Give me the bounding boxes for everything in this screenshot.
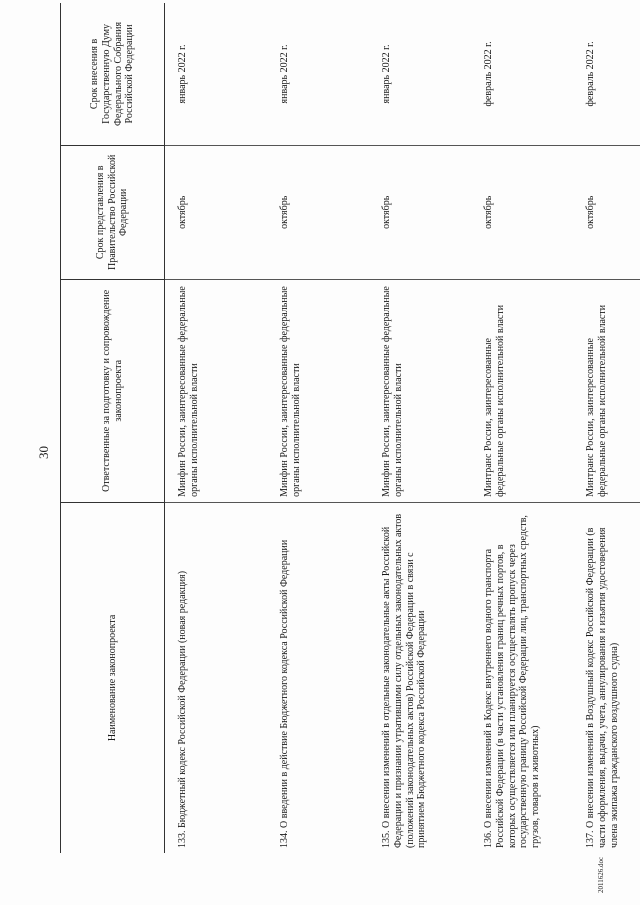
bill-name: О введении в действие Бюджетного кодекса Российской Федерации [279, 539, 290, 828]
bill-name-cell [369, 502, 471, 853]
row-number: 137. [585, 830, 596, 848]
gov-deadline-cell: октябрь [165, 145, 268, 279]
row-number: 136. [483, 830, 494, 848]
page-number: 30 [36, 446, 51, 459]
row-number: 135. [381, 830, 392, 848]
duma-deadline-cell: январь 2022 г. [165, 3, 268, 145]
bill-name: О внесении изменений в Кодекс внутреннего водного транспорта Российской Федерации (в части установления границ речных портов, в которых осуществляется или планируется осуществлять пропуск через государственную границу Российской Федерации лиц, транспортных средств, грузов, товаров и животных) [483, 515, 542, 848]
table-row [165, 3, 268, 853]
duma-deadline-cell: январь 2022 г. [267, 3, 369, 145]
duma-deadline-cell: февраль 2022 г. [471, 3, 573, 145]
bill-name-cell [267, 502, 369, 853]
gov-deadline-cell: октябрь [573, 145, 640, 279]
bill-name: О внесении изменений в Воздушный кодекс Российской Федерации (в части оформления, выдачи, учета, аннулирования и изъятия удостоверения члена экипажа гражданского воздушного судна) [585, 527, 620, 848]
bill-name-cell [165, 502, 268, 853]
row-number: 134. [279, 830, 290, 848]
gov-deadline-cell: октябрь [471, 145, 573, 279]
header-duma-deadline: Срок внесения в Государственную Думу Федерального Собрания Российской Федерации [61, 3, 165, 145]
gov-deadline-cell: октябрь [267, 145, 369, 279]
header-responsible: Ответственные за подготовку и сопровождение законопроекта [61, 279, 165, 502]
bill-name-cell [573, 502, 640, 853]
duma-deadline-cell: февраль 2022 г. [573, 3, 640, 145]
document-code: 2011626.doc [597, 856, 605, 893]
row-number: 133. [177, 830, 188, 848]
header-name: Наименование законопроекта [61, 502, 165, 853]
table-row [573, 3, 640, 853]
bill-name-cell [471, 502, 573, 853]
responsible-cell: Минфин России, заинтересованные федеральные органы исполнительной власти [369, 279, 471, 502]
bills-table [60, 3, 640, 853]
responsible-cell: Минтранс России, заинтересованные федеральные органы исполнительной власти [471, 279, 573, 502]
bill-name: Бюджетный кодекс Российской Федерации (новая редакция) [177, 570, 188, 828]
bill-name: О внесении изменений в отдельные законодательные акты Российской Федерации и признании утратившими силу отдельных законодательных актов (положений законодательных актов) Российской Федерации в связи с принятием Бюджетного кодекса Российской Федерации [381, 513, 428, 848]
table-header-row [61, 3, 165, 853]
header-gov-deadline: Срок представления в Правительство Российской Федерации [61, 145, 165, 279]
responsible-cell: Минтранс России, заинтересованные федеральные органы исполнительной власти [573, 279, 640, 502]
gov-deadline-cell: октябрь [369, 145, 471, 279]
duma-deadline-cell: январь 2022 г. [369, 3, 471, 145]
table-row [471, 3, 573, 853]
responsible-cell: Минфин России, заинтересованные федеральные органы исполнительной власти [165, 279, 268, 502]
table-row [267, 3, 369, 853]
table-row [369, 3, 471, 853]
responsible-cell: Минфин России, заинтересованные федеральные органы исполнительной власти [267, 279, 369, 502]
